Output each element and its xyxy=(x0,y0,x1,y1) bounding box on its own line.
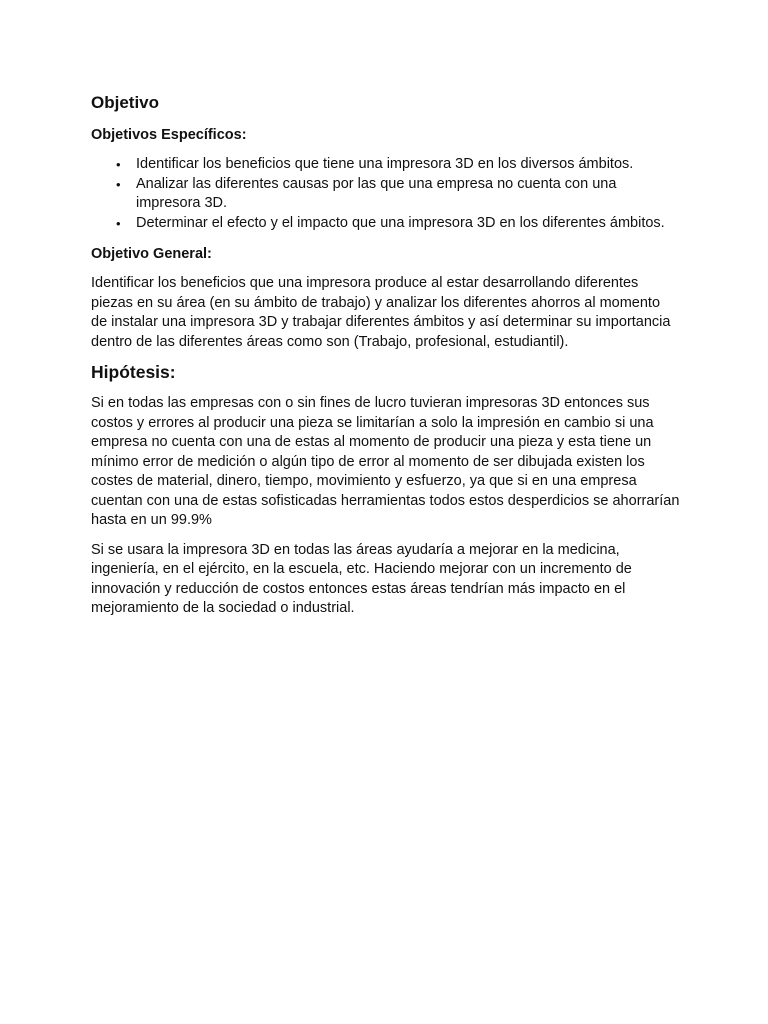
objetivos-especificos-list xyxy=(91,155,680,233)
list-item-text: Determinar el efecto y el impacto que una impresora 3D en los diferentes ámbitos. xyxy=(136,214,665,231)
bullet-icon: • xyxy=(116,157,121,172)
bullet-icon: • xyxy=(116,176,121,192)
heading-hipotesis: Hipótesis: xyxy=(91,362,176,382)
heading-objetivo: Objetivo xyxy=(91,93,160,112)
list-item-text: Identificar los beneficios que tiene una impresora 3D en los diversos ámbitos. xyxy=(136,156,634,172)
list-item xyxy=(91,155,680,175)
bullet-icon: • xyxy=(116,215,121,231)
list-item-text: Analizar las diferentes causas por las que una empresa no cuenta con una impresora 3D. xyxy=(136,175,617,211)
heading-objetivo-general: Objetivo General: xyxy=(91,246,212,262)
objetivo-general-paragraph: Identificar los beneficios que una impresora produce al estar desarrollando diferentes piezas en su área (en su ámbito de trabajo) y analizar los diferentes ahorros al momento de instalar una impresora 3D y trabajar diferentes ámbitos y así determinar su importancia dentro de las diferentes áreas como son (Trabajo, profesional, estudiantil). xyxy=(91,275,671,350)
heading-objetivos-especificos: Objetivos Específicos: xyxy=(91,127,247,143)
hipotesis-paragraph-1: Si en todas las empresas con o sin fines de lucro tuvieran impresoras 3D entonces sus costos y errores al producir una pieza se limitarían a solo la impresión en cambio si una empresa no cuenta con una de estas al momento de producir una pieza y esta tiene un mínimo error de medición o algún tipo de error al momento de ser dibujada existen los costes de material, dinero, tiempo, movimiento y esfuerzo, ya que si en una empresa cuentan con una de estas sofisticadas herramientas todos estos desperdicios se ahorrarían hasta en un 99.9% xyxy=(91,395,680,528)
hipotesis-paragraph-2: Si se usara la impresora 3D en todas las áreas ayudaría a mejorar en la medicina, ingeniería, en el ejército, en la escuela, etc. Haciendo mejorar con un incremento de innovación y reducción de costos entonces estas áreas tendrían más impacto en el mejoramiento de la sociedad o industrial. xyxy=(91,541,632,616)
list-item xyxy=(91,214,680,234)
list-item xyxy=(91,175,680,214)
